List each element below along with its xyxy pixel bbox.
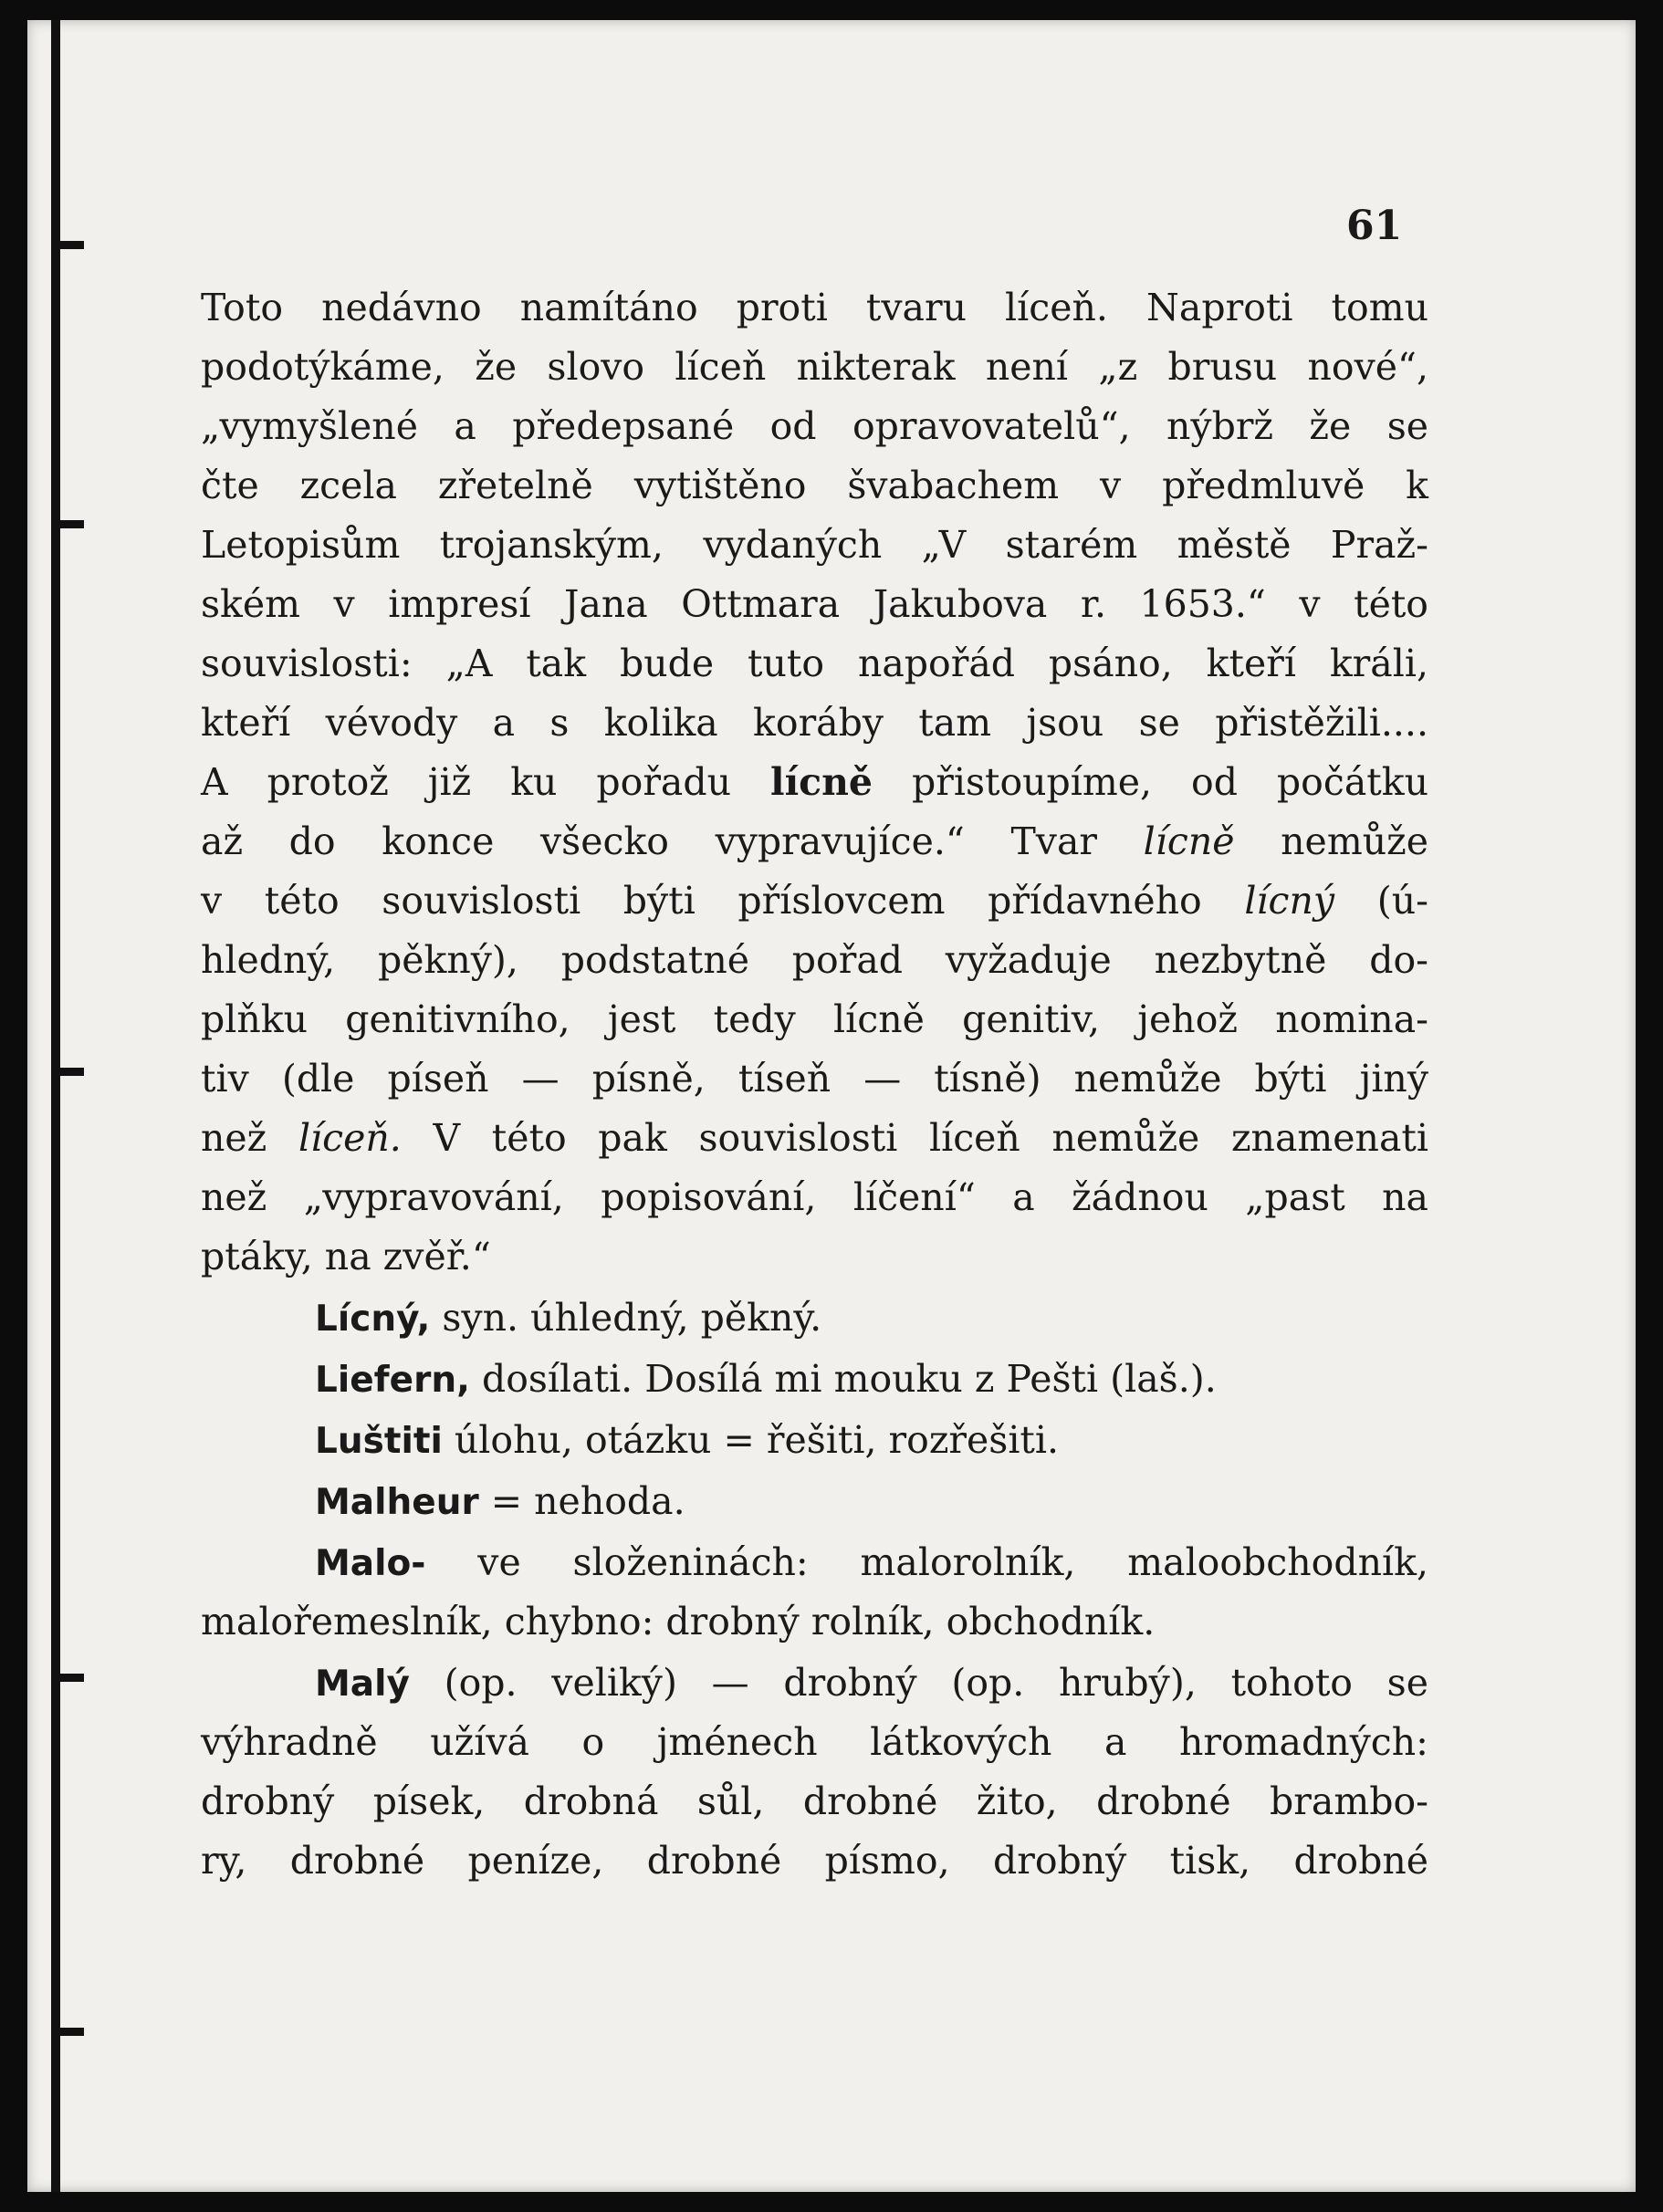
text-line: Letopisům trojanským, vydaných „V starém městě Praž- [201,523,1428,567]
text-line: hledný, pěkný), podstatné pořad vyžaduje nezbytně do- [201,938,1428,982]
entry-text: ve složeninách: malorolník, maloobchodník, [477,1540,1428,1584]
entry-headword: Malý [315,1664,410,1705]
entry-text: = nehoda. [490,1479,685,1523]
binding-edge [51,20,60,2192]
text-segment: nemůže [1281,819,1428,863]
text-segment: A protož již ku pořadu [201,760,732,804]
binding-tick [51,1674,84,1682]
text-line: než „vypravování, popisování, líčení“ a žádnou „past na [201,1175,1428,1219]
text-segment: přistoupíme, od počátku [911,760,1428,804]
text-line: ptáky, na zvěř.“ [201,1235,491,1278]
page-number: 61 [1346,203,1403,249]
text-line [201,1109,1428,1168]
text-block [201,278,1428,1891]
binding-tick [51,2028,84,2036]
dictionary-entry [201,1289,1428,1348]
entry-text: (op. veliký) — drobný (op. hrubý), tohoto se [444,1661,1428,1705]
binding-tick [51,1068,84,1076]
text-line: drobný písek, drobná sůl, drobné žito, drobné brambo- [201,1779,1428,1823]
entry-headword: Lícný, [315,1299,431,1340]
text-segment: v této souvislosti býti příslovcem přídavného [201,879,1202,923]
text-line: malořemeslník, chybno: drobný rolník, obchodník. [201,1600,1156,1643]
dictionary-entry [201,1411,1428,1470]
dictionary-entry [201,1654,1428,1713]
text-segment: než [201,1116,267,1160]
italic-word: líceň. [298,1116,402,1160]
italic-word: lícně [1143,819,1235,863]
text-segment: V této pak souvislosti líceň nemůže znamenati [433,1116,1428,1160]
italic-word: lícný [1244,879,1335,923]
text-line: podotýkáme, že slovo líceň nikterak není „z brusu nové“, [201,345,1428,389]
binding-tick [51,520,84,528]
text-line: ském v impresí Jana Ottmara Jakubova r. 1653.“ v této [201,582,1428,626]
entry-headword: Malo- [315,1543,426,1584]
entry-headword: Liefern, [315,1360,470,1401]
text-line: „vymyšlené a předepsané od opravovatelů“, nýbrž že se [201,404,1428,448]
entry-headword: Luštiti [315,1421,443,1462]
text-line: souvislosti: „A tak bude tuto napořád psáno, kteří králi, [201,642,1428,685]
entry-headword: Malheur [315,1482,479,1523]
text-line: Toto nedávno namítáno proti tvaru líceň. Naproti tomu [201,286,1428,329]
blackletter-word: lícně [770,760,873,804]
text-line [201,753,1428,812]
text-line: čte zcela zřetelně vytištěno švabachem v předmluvě k [201,464,1428,507]
binding-tick [51,241,84,249]
text-line: ry, drobné peníze, drobné písmo, drobný tisk, drobné [201,1839,1428,1883]
text-line: kteří vévody a s kolika koráby tam jsou se přistěžili.... [201,701,1428,745]
dictionary-entry [201,1533,1428,1592]
text-line: tiv (dle píseň — písně, tíseň — tísně) nemůže býti jiný [201,1057,1428,1101]
text-line: výhradně užívá o jménech látkových a hromadných: [201,1720,1428,1764]
entry-text: úlohu, otázku = řešiti, rozřešiti. [454,1418,1060,1462]
text-segment: až do konce všecko vypravujíce.“ Tvar [201,819,1098,863]
text-line [201,871,1428,931]
text-line: plňku genitivního, jest tedy lícně genitiv, jehož nomina- [201,997,1428,1041]
text-segment: (ú- [1376,879,1428,923]
dictionary-entry [201,1472,1428,1531]
dictionary-entry [201,1350,1428,1409]
entry-text: syn. úhledný, pěkný. [442,1296,822,1340]
text-line [201,812,1428,871]
entry-text: dosílati. Dosílá mi mouku z Pešti (laš.). [481,1357,1217,1401]
